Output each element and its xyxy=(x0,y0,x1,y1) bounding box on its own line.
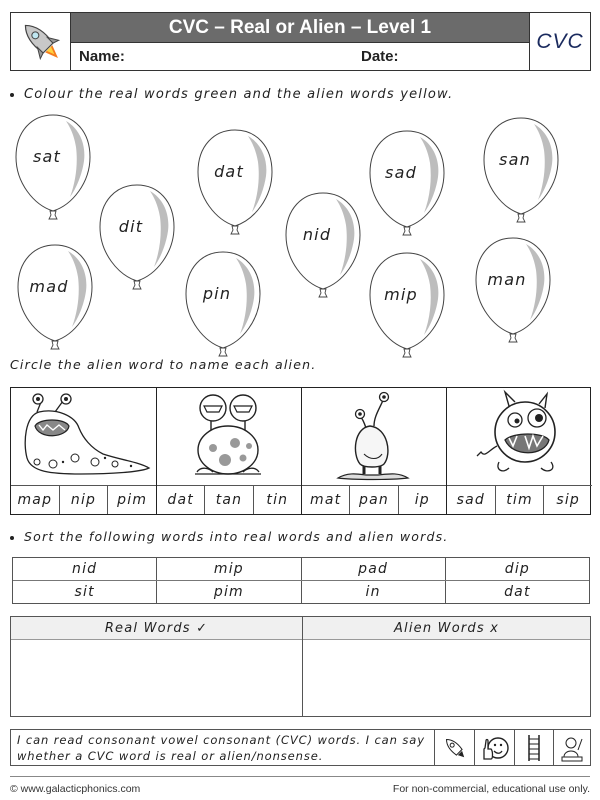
balloon-word: nid xyxy=(302,225,332,244)
slug-alien-icon xyxy=(11,388,156,486)
worksheet-header xyxy=(10,12,591,71)
alien-word-options xyxy=(447,486,592,514)
ladder-icon[interactable] xyxy=(514,730,553,765)
balloon-word: mip xyxy=(384,285,418,304)
alien-word-options xyxy=(11,486,156,514)
teacher-icon[interactable] xyxy=(553,730,590,765)
balloon-word: dit xyxy=(118,217,144,236)
balloon-word: man xyxy=(487,270,527,289)
balloon[interactable] xyxy=(16,243,94,351)
name-label: Name: xyxy=(79,48,125,65)
balloon-icon xyxy=(482,116,560,224)
balloon-icon xyxy=(368,129,446,237)
word-option[interactable]: tim xyxy=(496,486,545,514)
copyright-link[interactable]: © www.galacticphonics.com xyxy=(10,783,141,795)
spotted-alien-icon xyxy=(157,388,301,486)
alien-cell-2 xyxy=(157,388,302,514)
alien-words-header: Alien Words x xyxy=(303,617,590,640)
usage-notice: For non-commercial, educational use only. xyxy=(392,783,590,795)
word-option[interactable]: mat xyxy=(302,486,350,514)
thumbs-up-smiley-icon[interactable] xyxy=(474,730,514,765)
balloon[interactable] xyxy=(196,128,274,236)
balloon[interactable] xyxy=(98,183,176,291)
worksheet-title: CVC – Real or Alien – Level 1 xyxy=(71,13,529,43)
word-option[interactable]: tan xyxy=(205,486,253,514)
sort-word: mip xyxy=(157,558,301,580)
sort-row xyxy=(13,558,589,581)
balloon-icon xyxy=(14,113,92,221)
alien-word-options xyxy=(302,486,446,514)
balloon-icon xyxy=(474,236,552,344)
instruction-text: Sort the following words into real words and alien words. xyxy=(24,529,449,544)
rocket-icon[interactable] xyxy=(434,730,474,765)
real-words-answer-area[interactable] xyxy=(11,641,302,716)
instruction-colour xyxy=(10,87,453,102)
cvc-badge: CVC xyxy=(529,13,590,70)
real-alien-sort-table xyxy=(10,616,591,717)
name-date-row xyxy=(71,43,529,70)
word-option[interactable]: map xyxy=(11,486,60,514)
balloon[interactable] xyxy=(14,113,92,221)
self-assessment-bar xyxy=(10,729,591,766)
stalk-eye-alien-icon xyxy=(302,388,446,486)
balloon[interactable] xyxy=(474,236,552,344)
instruction-sort xyxy=(10,529,448,544)
sort-words-table xyxy=(12,557,590,604)
balloon-word: sat xyxy=(32,147,61,166)
learning-objective: I can read consonant vowel consonant (CVC) words. I can say whether a CVC word is real or alien/nonsense. xyxy=(17,733,425,763)
word-option[interactable]: ip xyxy=(414,492,430,508)
word-option[interactable]: pim xyxy=(117,492,148,508)
footer-divider xyxy=(10,776,590,777)
word-option[interactable]: sad xyxy=(447,486,496,514)
date-label: Date: xyxy=(361,48,399,65)
rocket-icon xyxy=(11,13,71,70)
alien-words-answer-area[interactable] xyxy=(303,641,590,716)
instruction-text: Colour the real words green and the alien words yellow. xyxy=(24,87,454,102)
sort-word: pad xyxy=(302,558,446,580)
word-option[interactable]: dat xyxy=(157,486,205,514)
word-option[interactable]: tin xyxy=(266,492,289,508)
balloon[interactable] xyxy=(482,116,560,224)
word-option[interactable]: sip xyxy=(556,492,581,508)
sort-word: in xyxy=(302,581,446,604)
bullet xyxy=(10,536,14,540)
balloon-word: mad xyxy=(29,277,69,296)
sort-word: dip xyxy=(504,561,530,577)
word-option[interactable]: nip xyxy=(60,486,109,514)
horned-monster-icon xyxy=(447,388,592,486)
balloon[interactable] xyxy=(368,129,446,237)
instruction-circle: Circle the alien word to name each alien. xyxy=(10,357,317,372)
sort-word: sit xyxy=(13,581,157,604)
word-option[interactable]: pan xyxy=(350,486,398,514)
balloon-icon xyxy=(184,250,262,358)
bullet xyxy=(10,93,14,97)
balloon-icon xyxy=(284,191,362,299)
alien-cell-1 xyxy=(11,388,157,514)
sort-word: pim xyxy=(157,581,301,604)
sort-row xyxy=(13,581,589,604)
alien-word-options xyxy=(157,486,301,514)
balloon-word: sad xyxy=(385,163,417,182)
balloon-icon xyxy=(16,243,94,351)
alien-cell-4 xyxy=(447,388,592,514)
balloon-icon xyxy=(368,251,446,359)
alien-cell-3 xyxy=(302,388,447,514)
balloon[interactable] xyxy=(284,191,362,299)
real-words-header: Real Words ✓ xyxy=(11,617,302,640)
balloon-icon xyxy=(196,128,274,236)
alien-naming-table xyxy=(10,387,591,515)
sort-word: nid xyxy=(13,558,157,580)
balloon-icon xyxy=(98,183,176,291)
sort-word: dat xyxy=(504,584,531,600)
balloon[interactable] xyxy=(184,250,262,358)
balloon-word: pin xyxy=(202,284,232,303)
balloon-word: san xyxy=(499,150,531,169)
balloon-word: dat xyxy=(214,162,244,181)
balloon[interactable] xyxy=(368,251,446,359)
